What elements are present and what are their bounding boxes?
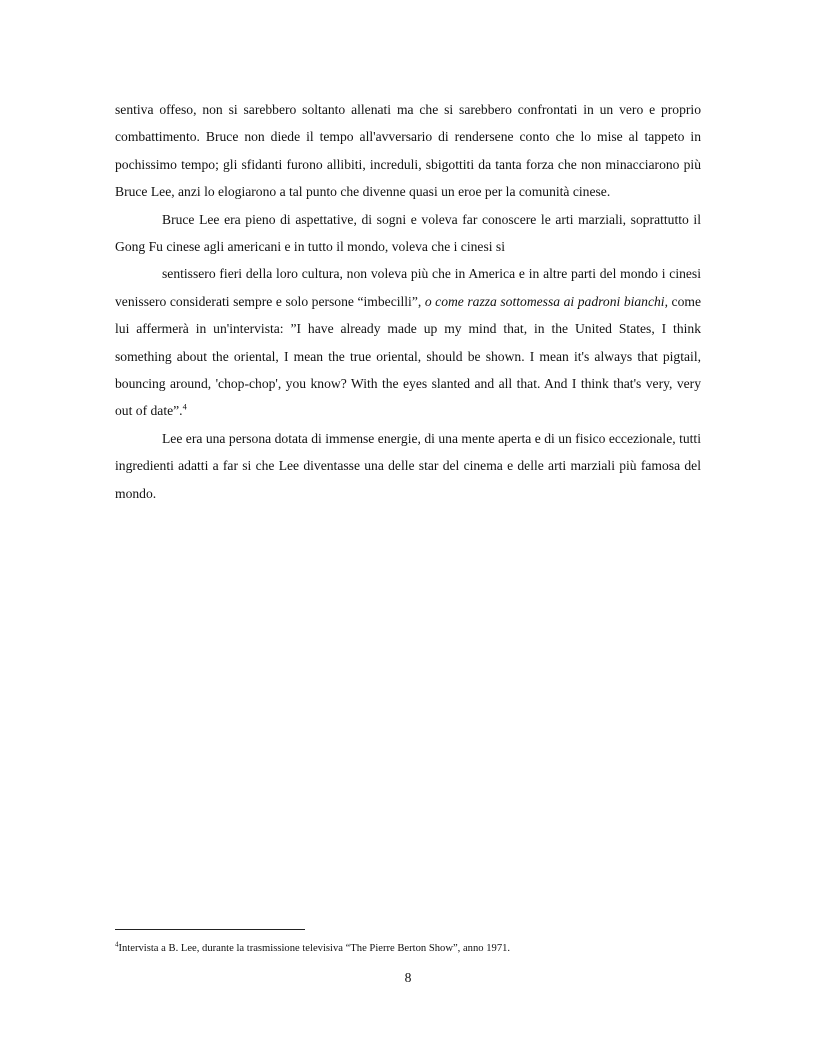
paragraph-3 bbox=[115, 260, 701, 424]
paragraph-3-italic: o come razza sottomessa ai padroni bianchi bbox=[424, 293, 665, 309]
paragraph-2: Bruce Lee era pieno di aspettative, di sogni e voleva far conoscere le arti marziali, soprattutto il Gong Fu cinese agli americani e in tutto il mondo, voleva che i cinesi si bbox=[115, 211, 701, 255]
footnote-separator bbox=[115, 929, 305, 930]
footnote bbox=[115, 942, 715, 956]
paragraph-3-end: , come lui affermerà in un'intervista: ”I have already made up my mind that, in the United States, I think something about the oriental, I mean the true oriental, should be shown. I mean it's always that pigtail, bouncing around, 'chop-chop', you know? With the eyes slanted and all that. And I think that's very, very out of date”. bbox=[115, 293, 701, 419]
paragraph-3-start: sentissero fieri della loro cultura, non voleva più che in America e in altre parti del mondo i cinesi venissero considerati sempre e solo persone “imbecilli”, bbox=[115, 266, 701, 309]
footnote-text: Intervista a B. Lee, durante la trasmissione televisiva “The Pierre Berton Show”, anno 1971. bbox=[118, 943, 511, 954]
page-number: 8 bbox=[404, 970, 412, 985]
body-text bbox=[115, 96, 701, 507]
footnote-number: 4 bbox=[115, 940, 119, 949]
footnote-reference[interactable]: 4 bbox=[182, 401, 187, 412]
paragraph-4: Lee era una persona dotata di immense energie, di una mente aperta e di un fisico eccezionale, tutti ingredienti adatti a far si che Lee diventasse una delle star del cinema e delle arti marziali più famosa del mondo. bbox=[115, 430, 701, 501]
paragraph-1: sentiva offeso, non si sarebbero soltanto allenati ma che si sarebbero confrontati in un vero e proprio combattimento. Bruce non diede il tempo all'avversario di rendersene conto che lo mise al tappeto in pochissimo tempo; gli sfidanti furono allibiti, increduli, sbigottiti da tanta forza che non minacciarono più Bruce Lee, anzi lo elogiarono a tal punto che divenne quasi un eroe per la comunità cinese. bbox=[115, 102, 701, 200]
